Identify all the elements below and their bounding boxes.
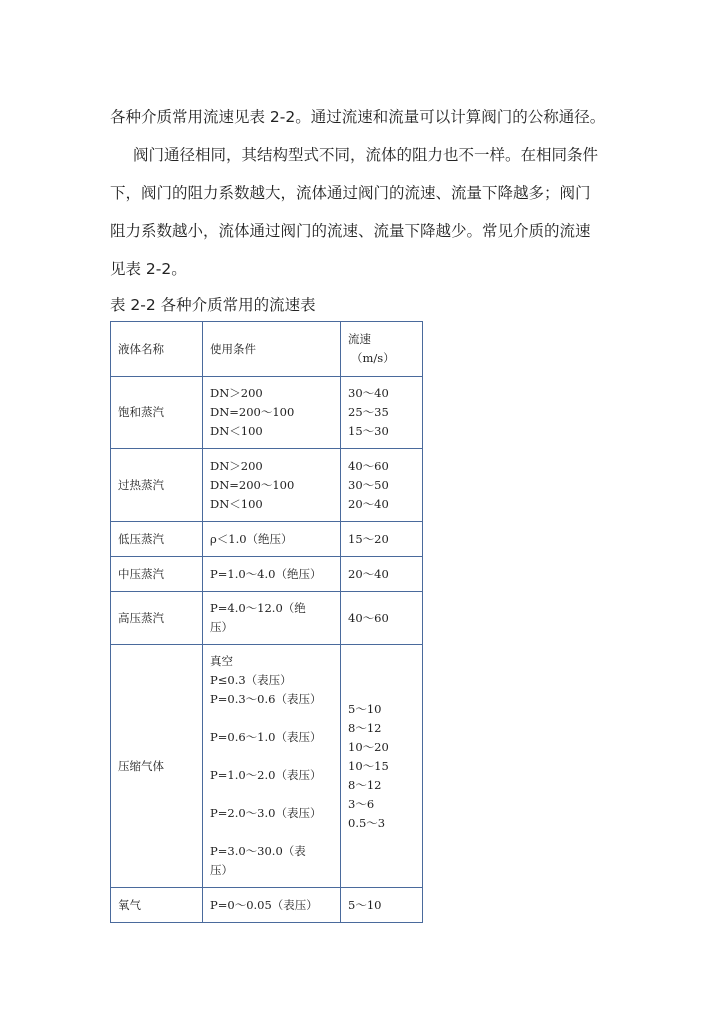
medium-cell: 氧气 xyxy=(111,888,203,923)
velocity-value: 5～10 xyxy=(348,701,382,716)
condition-line: 真空 xyxy=(210,654,233,668)
medium-cell: 高压蒸汽 xyxy=(111,592,203,645)
medium-cell: 压缩气体 xyxy=(111,645,203,888)
velocity-value: 30～50 xyxy=(348,477,389,492)
table-row xyxy=(111,377,423,449)
velocity-value: 8～12 xyxy=(348,777,382,792)
header-condition: 使用条件 xyxy=(203,322,341,377)
velocity-table xyxy=(110,321,423,923)
header-velocity-unit: （m/s） xyxy=(351,351,395,365)
velocity-cell: 15～20 xyxy=(341,522,423,557)
table-row xyxy=(111,592,423,645)
body-paragraph xyxy=(110,136,615,288)
condition-line: 压） xyxy=(210,863,233,877)
velocity-value: 10～15 xyxy=(348,758,389,773)
table-row xyxy=(111,888,423,923)
velocity-cell: 20～40 xyxy=(341,557,423,592)
condition-line: 压） xyxy=(210,620,233,634)
table-row xyxy=(111,522,423,557)
condition-line: P=1.0～2.0（表压） xyxy=(210,768,322,782)
header-medium: 液体名称 xyxy=(111,322,203,377)
condition-line: P=4.0～12.0（绝 xyxy=(210,601,306,615)
condition-cell: P=0～0.05（表压） xyxy=(203,888,341,923)
medium-cell: 低压蒸汽 xyxy=(111,522,203,557)
velocity-value: 8～12 xyxy=(348,720,382,735)
velocity-value: 40～60 xyxy=(348,458,389,473)
velocity-value: 10～20 xyxy=(348,739,389,754)
medium-cell: 过热蒸汽 xyxy=(111,449,203,522)
table-header-row xyxy=(111,322,423,377)
condition-line: P≤0.3（表压） xyxy=(210,673,292,687)
condition-line: DN＜100 xyxy=(210,424,263,438)
velocity-value: 0.5～3 xyxy=(348,815,386,830)
condition-line: P=2.0～3.0（表压） xyxy=(210,806,322,820)
velocity-cell xyxy=(341,377,423,449)
condition-cell xyxy=(203,449,341,522)
velocity-value: 15～30 xyxy=(348,424,389,438)
velocity-value: 25～35 xyxy=(348,405,389,419)
condition-line: P=0.3～0.6（表压） xyxy=(210,692,322,706)
condition-line: DN＞200 xyxy=(210,458,263,473)
table-row xyxy=(111,449,423,522)
velocity-cell: 5～10 xyxy=(341,888,423,923)
table-row xyxy=(111,557,423,592)
condition-line: DN=200～100 xyxy=(210,405,295,419)
condition-cell xyxy=(203,592,341,645)
paragraph-line: 阀门通径相同，其结构型式不同，流体的阻力也不一样。在相同条件 xyxy=(133,146,599,164)
velocity-cell: 40～60 xyxy=(341,592,423,645)
intro-paragraph: 各种介质常用流速见表 2-2。通过流速和流量可以计算阀门的公称通径。 xyxy=(110,108,606,126)
header-velocity xyxy=(341,322,423,377)
velocity-value: 20～40 xyxy=(348,496,389,511)
condition-cell: ρ＜1.0（绝压） xyxy=(203,522,341,557)
velocity-value: 3～6 xyxy=(348,796,375,811)
paragraph-line: 见表 2-2。 xyxy=(110,260,187,278)
paragraph-line: 阻力系数越小，流体通过阀门的流速、流量下降越少。常见介质的流速 xyxy=(110,222,591,240)
table-row xyxy=(111,645,423,888)
condition-line: P=0.6～1.0（表压） xyxy=(210,730,322,744)
condition-cell xyxy=(203,377,341,449)
header-velocity-label: 流速 xyxy=(348,332,371,346)
condition-line: P=3.0～30.0（表 xyxy=(210,844,306,858)
condition-cell xyxy=(203,645,341,888)
velocity-cell xyxy=(341,645,423,888)
medium-cell: 饱和蒸汽 xyxy=(111,377,203,449)
velocity-value: 30～40 xyxy=(348,386,389,400)
condition-cell: P=1.0～4.0（绝压） xyxy=(203,557,341,592)
paragraph-line: 下，阀门的阻力系数越大，流体通过阀门的流速、流量下降越多；阀门 xyxy=(110,184,591,202)
condition-line: DN＜100 xyxy=(210,496,263,511)
condition-line: DN=200～100 xyxy=(210,477,295,492)
condition-line: DN＞200 xyxy=(210,386,263,400)
medium-cell: 中压蒸汽 xyxy=(111,557,203,592)
table-caption: 表 2-2 各种介质常用的流速表 xyxy=(110,296,316,314)
velocity-cell xyxy=(341,449,423,522)
